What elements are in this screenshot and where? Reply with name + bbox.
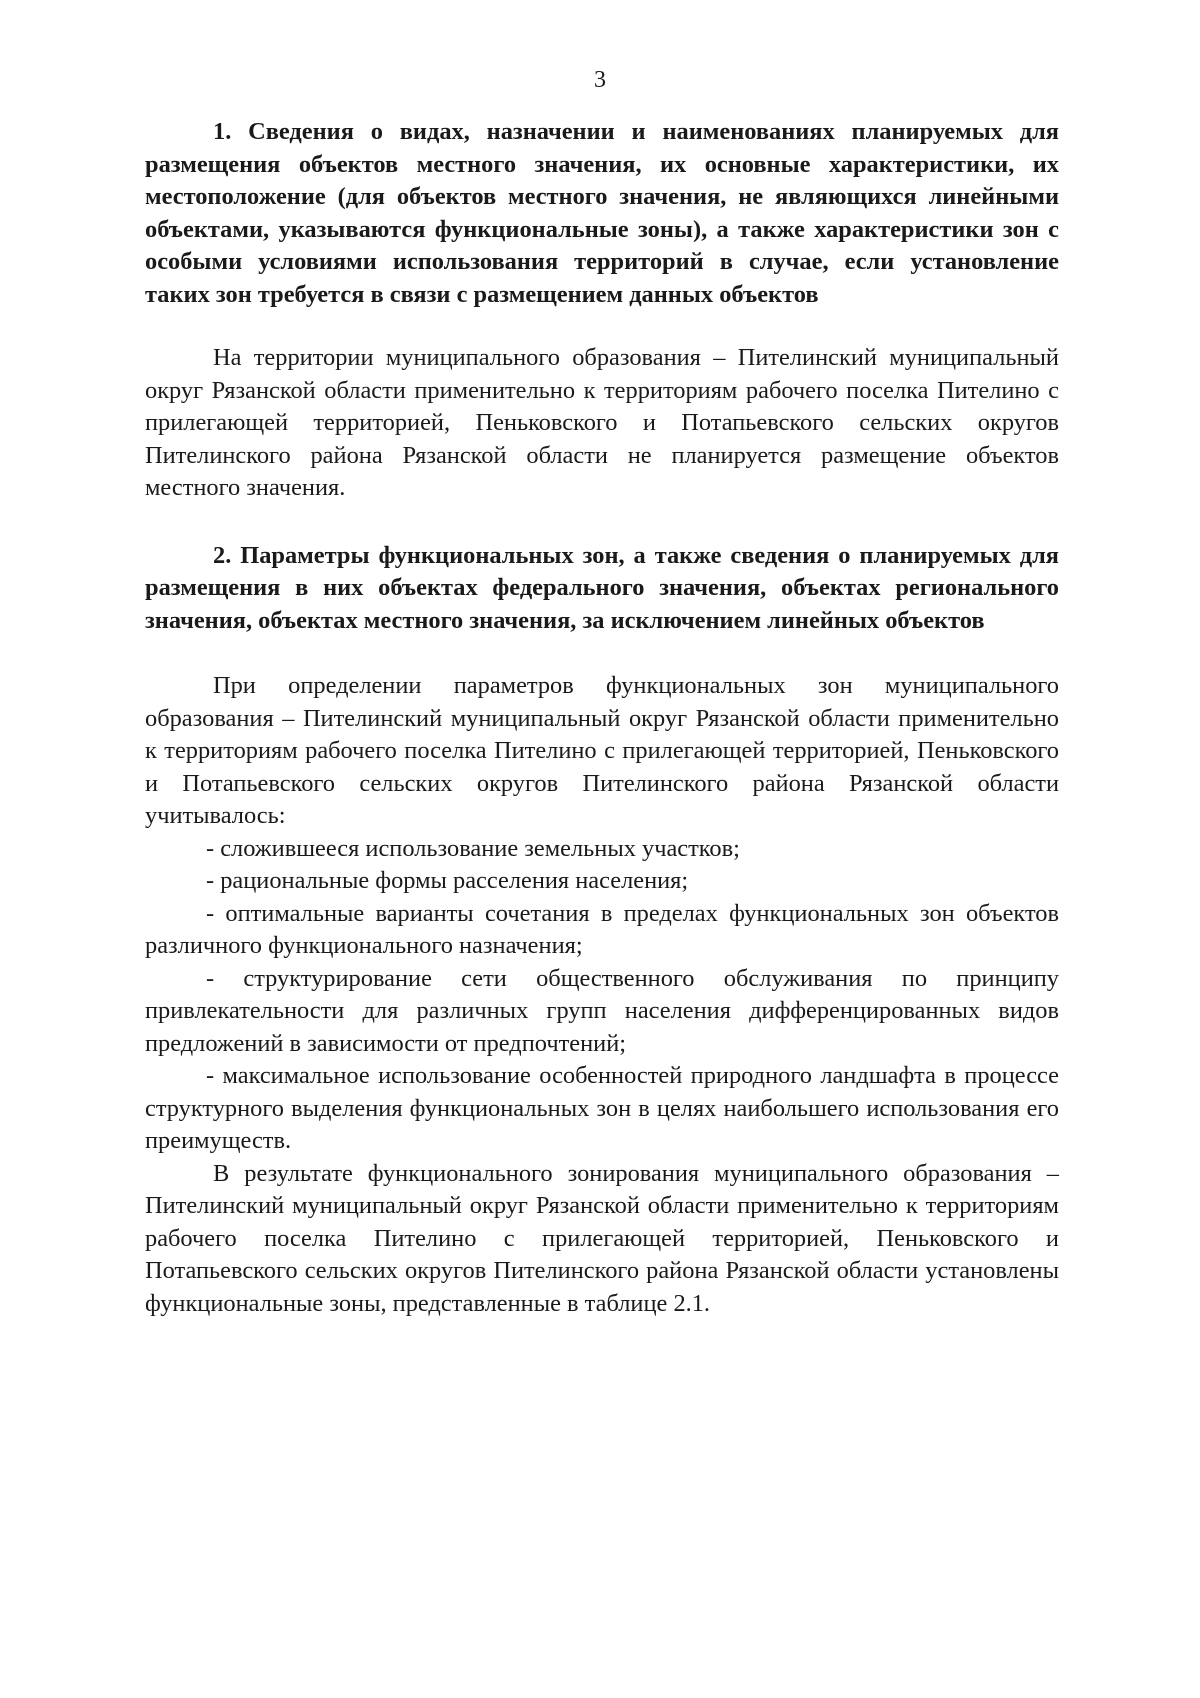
list-item: - структурирование сети общественного обслуживания по принципу привлекательности для различных групп населения дифференцированных видов предложений в зависимости от предпочтений; [145,964,1059,1057]
section-2-conclusion-paragraph: В результате функционального зонирования муниципального образования – Пителинский муниципальный округ Рязанской области применительно к территориям рабочего поселка Пителино с прилегающей территорией, Пеньковского и Потапьевского сельских округов Пителинского района Рязанской области установлены функциональные зоны, представленные в таблице 2.1. [145,1159,1059,1317]
list-item: - максимальное использование особенностей природного ландшафта в процессе структурного выделения функциональных зон в целях наибольшего использования его преимуществ. [145,1062,1059,1154]
section-2-intro-paragraph: При определении параметров функциональных зон муниципального образования – Пителинский муниципальный округ Рязанской области применительно к территориям рабочего поселка Пителино с прилегающей территорией, Пеньковского и Потапьевского сельских округов Пителинского района Рязанской области учитывалось: [145,672,1059,829]
page-number: 3 [594,67,606,93]
list-item: - оптимальные варианты сочетания в пределах функциональных зон объектов различного функционального назначения; [145,899,1059,959]
section-1-heading: 1. Сведения о видах, назначении и наименованиях планируемых для размещения объектов местного значения, их основные характеристики, их местоположение (для объектов местного значения, не являющихся линейными объектами, указываются функциональные зоны), а также характеристики зон с особыми условиями использования территорий в случае, если установление таких зон требуется в связи с размещением данных объектов [145,118,1059,308]
page-body [145,116,1059,1320]
list-item: - сложившееся использование земельных участков; [206,834,740,862]
list-item: - рациональные формы расселения населения; [206,867,689,894]
section-1-paragraph: На территории муниципального образования – Пителинский муниципальный округ Рязанской области применительно к территориям рабочего поселка Пителино с прилегающей территорией, Пеньковского и Потапьевского сельских округов Пителинского района Рязанской области не планируется размещение объектов местного значения. [145,344,1059,501]
section-2-heading: 2. Параметры функциональных зон, а также сведения о планируемых для размещения в них объектах федерального значения, объектах регионального значения, объектах местного значения, за исключением линейных объектов [145,541,1059,634]
